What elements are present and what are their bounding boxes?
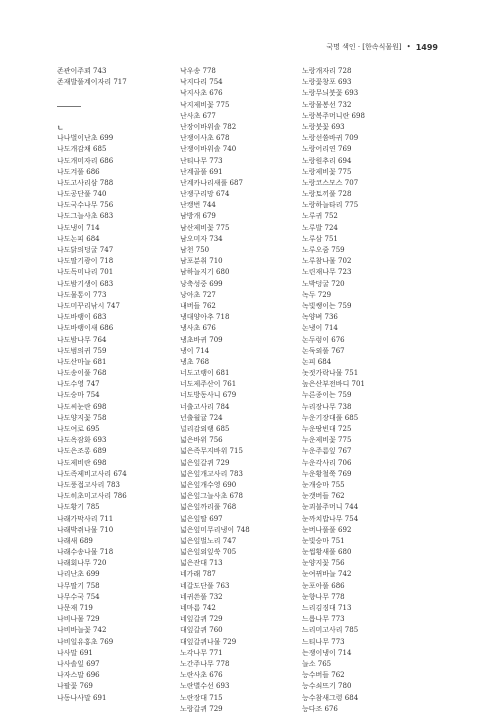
index-entry: 난쟁구리망 674 xyxy=(180,190,230,199)
index-entry: 눈포아풀 686 xyxy=(302,581,345,590)
index-entry: 대잎갈퀴 760 xyxy=(180,626,223,635)
index-entry: 남포분취 710 xyxy=(180,257,223,266)
index-entry: 느티나무 773 xyxy=(302,637,345,646)
index-entry: 너도방동사니 679 xyxy=(180,391,237,400)
index-entry: 나래회나무 720 xyxy=(57,559,107,568)
index-entry: 나비나물 729 xyxy=(57,615,100,624)
index-entry: 노랑개자리 728 xyxy=(302,67,352,75)
page-number: 1499 xyxy=(415,42,438,52)
index-entry: 나도산마늘 681 xyxy=(57,357,107,366)
index-entry: 너도고랭이 681 xyxy=(180,369,230,378)
running-header xyxy=(52,40,438,54)
index-entry: 노루오줌 759 xyxy=(302,246,345,254)
index-entry: 나래가막사리 711 xyxy=(57,514,114,523)
index-entry: 냉사초 676 xyxy=(180,324,216,333)
index-entry: 나도공단풀 740 xyxy=(57,190,107,199)
index-entry: 놋젓가락나물 751 xyxy=(302,369,359,378)
index-entry: 나도제비란 698 xyxy=(57,458,107,467)
index-entry: 넓은잎그늘사초 678 xyxy=(180,492,243,501)
index-entry: 나도딸기광이 718 xyxy=(57,257,114,266)
index-entry: 노랑코스모스 707 xyxy=(302,178,359,187)
index-entry: 노간주나무 778 xyxy=(180,659,230,668)
index-entry: 나도씨눈란 698 xyxy=(57,402,107,411)
index-entry: 나도밤나무 764 xyxy=(57,335,107,344)
index-entry: 난계카나리새풀 687 xyxy=(180,178,243,187)
index-entry: 나도개미자리 686 xyxy=(57,156,114,165)
index-entry: 녹두 729 xyxy=(302,290,332,299)
index-entry: 나사솔잎 697 xyxy=(57,659,100,668)
index-entry: 남오미자 734 xyxy=(180,234,223,243)
index-entry: 나도미꾸리낚시 747 xyxy=(57,301,120,310)
index-entry: 난쟁이바위솔 740 xyxy=(180,145,237,154)
index-entry: 높은산부전바디 701 xyxy=(302,380,365,389)
index-entry: 넓은족무지바위 715 xyxy=(180,447,243,456)
index-entry: 넓은잎외잎쑥 705 xyxy=(180,548,237,557)
index-entry: 네잎갈퀴 729 xyxy=(180,615,223,624)
index-entry: 노랑무늬붓꽃 693 xyxy=(302,89,359,98)
index-entry: 나도고사리삼 788 xyxy=(57,178,114,187)
index-entry: 누운각사리 706 xyxy=(302,458,352,467)
index-entry: 나도양지꽃 758 xyxy=(57,413,107,422)
index-entry: 나래수송나물 718 xyxy=(57,548,114,557)
index-entry: 느리김징대 713 xyxy=(302,604,352,612)
index-entry: 나도냉이 714 xyxy=(57,223,100,232)
index-entry: 나도족제비고사리 674 xyxy=(57,469,127,478)
index-entry: 냉초바귀 709 xyxy=(180,335,223,344)
index-entry: 너출고사리 784 xyxy=(180,402,230,411)
index-entry: 나도여로 695 xyxy=(57,425,100,433)
index-entry: 나도옥잠화 693 xyxy=(57,436,107,445)
index-entry: 눈괴불주머니 744 xyxy=(302,503,359,512)
index-entry: 나도독미나리 701 xyxy=(57,268,114,277)
index-entry: 누리장나무 738 xyxy=(302,402,352,411)
index-entry: 는쟁이냉이 714 xyxy=(302,648,352,657)
index-entry: 나도국수나무 756 xyxy=(57,201,114,210)
index-entry: 나도히초미고사리 786 xyxy=(57,492,127,501)
index-entry: 넓은잎개고사리 783 xyxy=(180,469,243,478)
index-entry: 누운황철쭉 769 xyxy=(302,469,352,478)
index-entry: 누운제비꽃 775 xyxy=(302,436,352,445)
index-entry: 난캥번 744 xyxy=(180,201,216,210)
index-entry: 넓은잎딸 697 xyxy=(180,514,223,523)
index-entry: 나무수국 754 xyxy=(57,592,100,601)
index-entry: 낭축성중 699 xyxy=(180,279,223,288)
index-entry: 나도논피 684 xyxy=(57,234,100,243)
header-separator: • xyxy=(406,43,411,51)
index-entry: 나비일유홍초 769 xyxy=(57,637,114,646)
index-entry: 노랑갈퀴 729 xyxy=(180,704,223,713)
index-entry: 넓은잔대 713 xyxy=(180,559,223,568)
index-entry: 넓은잎미무리냉이 748 xyxy=(180,525,250,534)
index-entry: 대잎갈퀴나물 729 xyxy=(180,637,237,646)
index-entry: 나도수영 747 xyxy=(57,380,100,389)
index-entry: 노루참나물 702 xyxy=(302,257,352,266)
index-entry: 노랑꽃창포 693 xyxy=(302,78,352,87)
index-entry: 네귀쓴풀 732 xyxy=(180,592,223,601)
index-entry: 나도승마 754 xyxy=(57,391,100,400)
spacer xyxy=(57,111,127,122)
index-entry: 나도개감채 685 xyxy=(57,145,107,154)
index-entry: 네가래 787 xyxy=(180,570,216,579)
index-entry: 넓은잎벌노리 747 xyxy=(180,536,237,545)
index-entry: 난사초 677 xyxy=(180,111,216,120)
index-entry: 낙지사초 676 xyxy=(180,89,223,98)
index-entry: 나문재 719 xyxy=(57,604,93,612)
index-entry: 노박덩굴 720 xyxy=(302,279,345,288)
index-entry: 나도닭의덩굴 747 xyxy=(57,246,114,254)
index-entry: 누운기장대풀 685 xyxy=(302,413,359,422)
index-entry: 낙지다리 754 xyxy=(180,78,223,87)
index-entry: 나자스말 696 xyxy=(57,671,100,680)
index-entry: 노란별수선 693 xyxy=(180,682,230,691)
index-entry: 논피 684 xyxy=(302,357,332,366)
index-entry: 누운땅빈대 725 xyxy=(302,425,352,433)
index-entry: 나도은조롱 689 xyxy=(57,447,107,456)
index-entry: 나비바늘꽃 742 xyxy=(57,626,107,635)
index-entry: 눈버나풀풀 692 xyxy=(302,525,352,534)
index-entry: 느리미고사리 785 xyxy=(302,626,359,635)
index-entry: 내버들 762 xyxy=(180,301,216,310)
index-entry: 낙지제비꽃 775 xyxy=(180,100,230,109)
index-entry: 나도바랭이새 686 xyxy=(57,324,114,333)
index-entry: 눈갯버들 762 xyxy=(302,492,345,501)
index-entry: 노랑어리연 769 xyxy=(302,145,352,154)
index-entry: 냉초 768 xyxy=(180,357,210,366)
index-entry: 난티나무 773 xyxy=(180,156,223,165)
index-entry: 남하늘지기 680 xyxy=(180,268,230,277)
index-entry: 나팔꽃 769 xyxy=(57,682,93,691)
index-entry: 누른종이는 759 xyxy=(302,391,352,400)
index-entry: 녹양벼 736 xyxy=(302,313,338,322)
index-entry: 노루삼 751 xyxy=(302,234,338,243)
index-entry: 냉대양아추 718 xyxy=(180,313,230,322)
index-entry: 나도풍접고사리 783 xyxy=(57,480,120,489)
index-entry: 널리감외랭 685 xyxy=(180,425,230,433)
index-entry: 나도황기 785 xyxy=(57,503,100,512)
index-entry: 너도제주산이 761 xyxy=(180,380,237,389)
index-entry: 나래새 689 xyxy=(57,536,93,545)
index-entry: 논두렁이 676 xyxy=(302,335,345,344)
index-entry: 나도밤기생이 683 xyxy=(57,279,114,288)
index-entry: 넌출월귤 724 xyxy=(180,413,223,422)
index-entry: 늘소 765 xyxy=(302,659,332,668)
index-entry: 능다조 676 xyxy=(302,704,338,713)
index-column-3 xyxy=(302,66,365,715)
index-entry: 노랑복주머니란 698 xyxy=(302,111,365,120)
index-entry: 낙우송 778 xyxy=(180,67,216,75)
index-entry: 넓은잎까리풀 768 xyxy=(180,503,237,512)
index-entry: 남천 750 xyxy=(180,246,210,254)
spacer xyxy=(57,88,127,99)
index-column-2 xyxy=(180,66,250,715)
section-heading: ㄴ xyxy=(57,122,64,132)
index-entry: 노랑원추리 694 xyxy=(302,156,352,165)
index-entry: 노랑선씀바귀 709 xyxy=(302,134,359,143)
index-entry: 나래박쥐나물 710 xyxy=(57,525,114,534)
index-entry: 눈여뀌바늘 742 xyxy=(302,570,352,579)
index-entry: 네갈도단풀 763 xyxy=(180,581,230,590)
index-entry: 나리난초 699 xyxy=(57,570,100,579)
index-entry: 나나벌이난초 699 xyxy=(57,134,114,143)
index-entry: 논둑외풀 767 xyxy=(302,346,345,355)
index-entry: 나도그늘사초 683 xyxy=(57,212,114,221)
index-entry: 넓은잎개수영 690 xyxy=(180,480,237,489)
index-entry: 노루발 724 xyxy=(302,223,338,232)
index-entry: 노란장대 715 xyxy=(180,693,223,702)
index-entry: 능수쇠뜨기 780 xyxy=(302,682,352,691)
index-entry: 나도송이풀 768 xyxy=(57,369,107,378)
index-entry: 노랑토끼풀 728 xyxy=(302,190,352,199)
index-entry: 나동나사말 691 xyxy=(57,693,107,702)
index-entry: 눈썹황새풀 680 xyxy=(302,548,352,557)
index-entry: 논냉이 714 xyxy=(302,324,338,333)
index-entry: 존재발풀계이자리 717 xyxy=(57,78,127,87)
index-entry: 노루귀 752 xyxy=(302,212,338,221)
index-entry: 노랑붓꽃 693 xyxy=(302,122,345,131)
index-entry: 네마름 742 xyxy=(180,604,216,612)
index-entry: 존관이주꾀 743 xyxy=(57,67,107,75)
index-entry: 능수참새그령 684 xyxy=(302,693,359,702)
index-entry: 나도겨풀 686 xyxy=(57,167,100,176)
index-entry: 넓은잎갈퀴 729 xyxy=(180,458,230,467)
index-entry: 눈개승마 755 xyxy=(302,480,345,489)
index-column-1 xyxy=(57,66,127,704)
index-entry: 노랑제비꽃 775 xyxy=(302,167,352,176)
index-entry: 능수버들 762 xyxy=(302,671,345,680)
section-divider xyxy=(57,100,127,111)
index-entry: 나사말 691 xyxy=(57,648,93,657)
index-entry: 남산제비꽃 775 xyxy=(180,223,230,232)
header-title: 국명 색인 · [한속식물원] xyxy=(326,43,402,51)
index-entry: 눈양지꽃 756 xyxy=(302,559,345,568)
index-entry: 노각나무 771 xyxy=(180,648,223,657)
index-entry: 난장이바위솔 782 xyxy=(180,122,237,131)
index-entry: 노란사초 676 xyxy=(180,671,223,680)
index-entry: 노랑물봉선 732 xyxy=(302,100,352,109)
index-entry: 난계골풀 691 xyxy=(180,167,223,176)
index-entry: 낭아초 727 xyxy=(180,290,216,299)
index-entry: 난쟁이사초 678 xyxy=(180,134,230,143)
index-entry: 남방개 679 xyxy=(180,212,216,221)
index-entry: 나도물통이 773 xyxy=(57,290,107,299)
index-entry: 눈빛승마 751 xyxy=(302,536,345,545)
index-entry: 누운주름잎 767 xyxy=(302,447,352,456)
index-entry: 눈향나무 778 xyxy=(302,592,345,601)
index-entry: 노랑하늘타리 775 xyxy=(302,201,359,210)
index-entry: 나무딸기 758 xyxy=(57,581,100,590)
index-entry: 냉이 714 xyxy=(180,346,210,355)
index-entry: 노린재나무 723 xyxy=(302,268,352,277)
index-entry: 눈까치밥나무 754 xyxy=(302,514,359,523)
index-entry: 느릅나무 773 xyxy=(302,615,345,624)
index-entry: 녹빛쌩이는 759 xyxy=(302,301,352,310)
index-entry: 나도범의귀 759 xyxy=(57,346,107,355)
index-entry: 넓은바위 756 xyxy=(180,436,223,445)
index-entry: 나도바랭이 683 xyxy=(57,313,107,322)
